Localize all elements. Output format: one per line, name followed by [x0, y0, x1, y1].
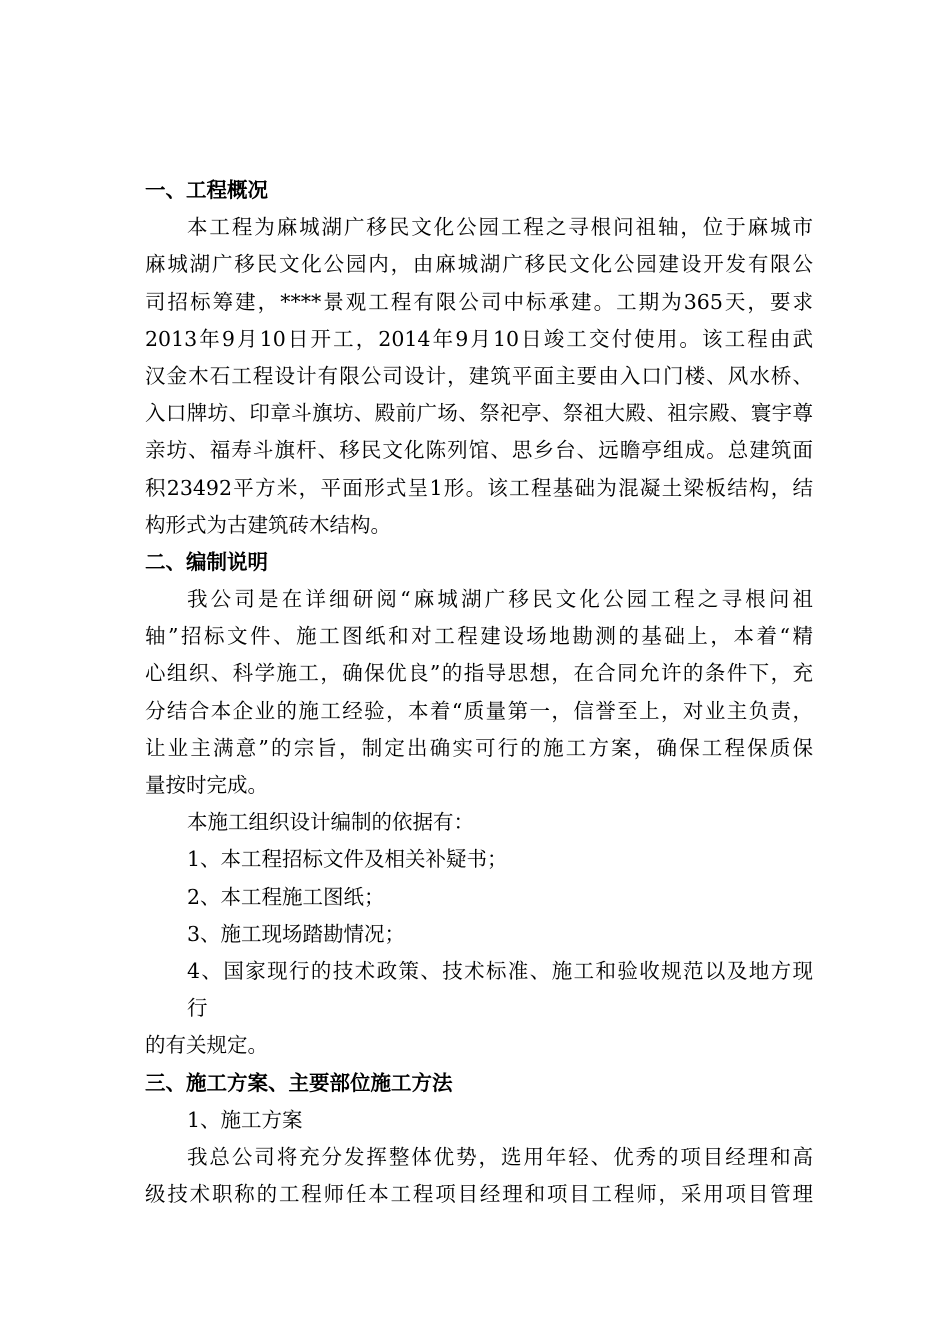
section-heading-compilation: 二、编制说明: [145, 549, 268, 574]
paragraph-line: 入口牌坊、印章斗旗坊、殿前广场、祭祀亭、祭祖大殿、祖宗殿、寰宇尊: [145, 401, 813, 426]
list-item: 4、国家现行的技术政策、技术标准、施工和验收规范以及地方现: [187, 958, 813, 983]
document-page: [145, 172, 813, 1213]
subheading: 1、施工方案: [187, 1107, 303, 1132]
paragraph-line: 心组织、科学施工，确保优良”的指导思想，在合同允许的条件下，充: [145, 661, 813, 686]
list-item: 1、本工程招标文件及相关补疑书；: [187, 847, 508, 872]
section-heading-overview: 一、工程概况: [145, 178, 268, 202]
list-item: 3、施工现场踏勘情况；: [187, 921, 406, 946]
paragraph-line: 汉金木石工程设计有限公司设计，建筑平面主要由入口门楼、风水桥、: [145, 363, 813, 388]
paragraph-line: 2013年9月10日开工，2014年9月10日竣工交付使用。该工程由武: [145, 326, 813, 351]
paragraph-line: 积23492平方米，平面形式呈1形。该工程基础为混凝土梁板结构，结: [145, 475, 813, 500]
paragraph-line: 轴”招标文件、施工图纸和对工程建设场地勘测的基础上，本着“精: [145, 624, 813, 649]
basis-intro: 本施工组织设计编制的依据有：: [187, 810, 474, 835]
list-item-wrap: 的有关规定。: [145, 1033, 268, 1058]
paragraph-line: 亲坊、福寿斗旗杆、移民文化陈列馆、思乡台、远瞻亭组成。总建筑面: [145, 438, 813, 463]
paragraph-line: 司招标筹建，****景观工程有限公司中标承建。工期为365天，要求: [145, 289, 813, 314]
paragraph-line: 级技术职称的工程师任本工程项目经理和项目工程师，采用项目管理: [145, 1182, 813, 1207]
paragraph-line: 我公司是在详细研阅“麻城湖广移民文化公园工程之寻根问祖: [187, 587, 813, 612]
paragraph-line: 本工程为麻城湖广移民文化公园工程之寻根问祖轴，位于麻城市: [187, 215, 813, 240]
paragraph-line: 麻城湖广移民文化公园内，由麻城湖广移民文化公园建设开发有限公: [145, 252, 813, 277]
list-item-wrap: 行: [187, 996, 208, 1021]
paragraph-line: 量按时完成。: [145, 773, 268, 797]
paragraph-line: 分结合本企业的施工经验，本着“质量第一，信誉至上，对业主负责，: [145, 698, 813, 723]
list-item: 2、本工程施工图纸；: [187, 884, 385, 909]
section-heading-construction-plan: 三、施工方案、主要部位施工方法: [145, 1070, 453, 1095]
paragraph-line: 我总公司将充分发挥整体优势，选用年轻、优秀的项目经理和高: [187, 1144, 813, 1169]
paragraph-line: 让业主满意”的宗旨，制定出确实可行的施工方案，确保工程保质保: [145, 735, 813, 760]
paragraph-line: 构形式为古建筑砖木结构。: [145, 512, 391, 537]
